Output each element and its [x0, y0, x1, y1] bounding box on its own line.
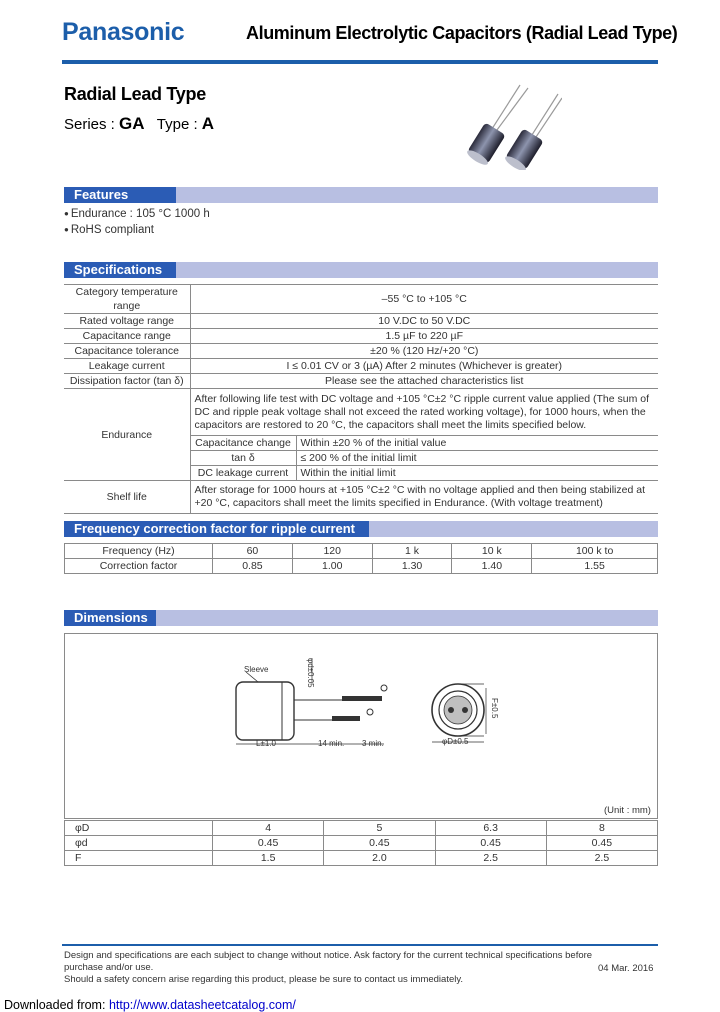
- body-dia-label: φD±0.5: [442, 737, 469, 746]
- specifications-table: [64, 284, 658, 514]
- table-row: [65, 821, 658, 836]
- table-row: [64, 359, 658, 374]
- lead-length-label: 14 min.: [318, 739, 345, 748]
- dim-label: F: [65, 851, 213, 866]
- correction-value: 1.40: [452, 559, 532, 574]
- dim-value: 0.45: [435, 836, 546, 851]
- frequency-value: 100 k to: [532, 544, 658, 559]
- correction-value: 1.30: [372, 559, 452, 574]
- feature-item: ● RoHS compliant: [64, 222, 210, 238]
- type-label: Type :: [156, 116, 198, 133]
- dim-value: 2.5: [435, 851, 546, 866]
- download-label: Downloaded from:: [4, 998, 106, 1012]
- dimensions-section-bar: [64, 610, 658, 626]
- table-row: [64, 389, 658, 436]
- frequency-title: Frequency correction factor for ripple current: [64, 521, 369, 537]
- footer-date: 04 Mar. 2016: [598, 963, 654, 974]
- spec-label: Capacitance range: [64, 329, 190, 344]
- spec-value: I ≤ 0.01 CV or 3 (µA) After 2 minutes (Whichever is greater): [190, 359, 658, 374]
- lead-length2-label: 3 min.: [362, 739, 384, 748]
- sleeve-label: Sleeve: [244, 665, 269, 674]
- footer-line: Design and specifications are each subject to change without notice. Ask factory for the current technical specifications before purchase and/or use.: [64, 950, 593, 973]
- series-type-line: [64, 114, 214, 134]
- table-row: [64, 374, 658, 389]
- table-row: [64, 344, 658, 359]
- spec-value: Please see the attached characteristics list: [190, 374, 658, 389]
- dim-value: 2.5: [546, 851, 657, 866]
- endurance-text: After following life test with DC voltage and +105 °C±2 °C ripple current value applied (The sum of DC and ripple peak voltage shall not exceed the rated working voltage), for 1000 hours, when the capacitors are restored to 20 °C, the capacitors shall meet the limits specified below.: [190, 389, 658, 436]
- correction-value: 1.00: [292, 559, 372, 574]
- endurance-item: tan δ: [190, 451, 296, 466]
- spec-value: 10 V.DC to 50 V.DC: [190, 314, 658, 329]
- dim-value: 2.0: [324, 851, 435, 866]
- endurance-item: DC leakage current: [190, 466, 296, 481]
- footer-disclaimer: [64, 950, 624, 986]
- spec-label: Rated voltage range: [64, 314, 190, 329]
- footer-divider: [62, 944, 658, 946]
- frequency-label: Frequency (Hz): [65, 544, 213, 559]
- product-heading: Radial Lead Type: [64, 84, 206, 104]
- capacitor-photo: [462, 80, 562, 170]
- type-value: A: [201, 114, 215, 133]
- series-value: GA: [119, 114, 145, 133]
- features-section-bar: [64, 187, 658, 203]
- header-divider: [62, 60, 658, 64]
- dim-value: 0.45: [546, 836, 657, 851]
- correction-value: 0.85: [213, 559, 293, 574]
- endurance-limit: Within ±20 % of the initial value: [296, 436, 658, 451]
- frequency-section-bar: [64, 521, 658, 537]
- length-label: L±1.0: [256, 739, 276, 748]
- dim-value: 6.3: [435, 821, 546, 836]
- dim-value: 8: [546, 821, 657, 836]
- shelf-life-label: Shelf life: [64, 481, 190, 514]
- frequency-value: 60: [213, 544, 293, 559]
- frequency-table: [64, 543, 658, 574]
- series-label: Series :: [64, 116, 115, 133]
- spec-value: ±20 % (120 Hz/+20 °C): [190, 344, 658, 359]
- brand-logo: Panasonic: [62, 18, 185, 46]
- features-list: [64, 206, 210, 238]
- dim-value: 0.45: [324, 836, 435, 851]
- lead-dia-label: φd±0.05: [306, 658, 315, 688]
- shelf-life-text: After storage for 1000 hours at +105 °C±2 °C with no voltage applied and then being stabilized at +20 °C, capacitors shall meet the limits specified in Endurance. (With voltage treatment): [190, 481, 658, 514]
- table-row: [64, 481, 658, 514]
- table-row: [65, 851, 658, 866]
- feature-item: ● Endurance : 105 °C 1000 h: [64, 206, 210, 222]
- table-row: [65, 544, 658, 559]
- document-title: Aluminum Electrolytic Capacitors (Radial Lead Type): [246, 23, 678, 43]
- table-row: [64, 314, 658, 329]
- dimensions-table: [64, 820, 658, 866]
- endurance-label: Endurance: [64, 389, 190, 481]
- download-link[interactable]: http://www.datasheetcatalog.com/: [108, 998, 296, 1012]
- endurance-limit: ≤ 200 % of the initial limit: [296, 451, 658, 466]
- table-row: [64, 329, 658, 344]
- endurance-item: Capacitance change: [190, 436, 296, 451]
- spec-label: Capacitance tolerance: [64, 344, 190, 359]
- dim-value: 0.45: [213, 836, 324, 851]
- spec-label: Leakage current: [64, 359, 190, 374]
- table-row: [65, 836, 658, 851]
- correction-value: 1.55: [532, 559, 658, 574]
- table-row: [65, 559, 658, 574]
- pitch-label: F±0.5: [490, 698, 499, 719]
- features-title: Features: [64, 187, 176, 203]
- spec-label: Category temperature range: [64, 285, 190, 314]
- footer-line: Should a safety concern arise regarding this product, please be sure to contact us immediately.: [64, 974, 464, 985]
- endurance-limit: Within the initial limit: [296, 466, 658, 481]
- correction-label: Correction factor: [65, 559, 213, 574]
- dimension-drawing: [224, 648, 504, 752]
- spec-value: 1.5 µF to 220 µF: [190, 329, 658, 344]
- dimensions-title: Dimensions: [64, 610, 156, 626]
- frequency-value: 1 k: [372, 544, 452, 559]
- spec-label: Dissipation factor (tan δ): [64, 374, 190, 389]
- dim-value: 4: [213, 821, 324, 836]
- dim-label: φD: [65, 821, 213, 836]
- specifications-section-bar: [64, 262, 658, 278]
- frequency-value: 10 k: [452, 544, 532, 559]
- frequency-value: 120: [292, 544, 372, 559]
- dim-label: φd: [65, 836, 213, 851]
- dim-value: 5: [324, 821, 435, 836]
- unit-label: (Unit : mm): [604, 805, 651, 816]
- spec-value: –55 °C to +105 °C: [190, 285, 658, 314]
- table-row: [64, 285, 658, 314]
- download-source: [4, 998, 296, 1012]
- dim-value: 1.5: [213, 851, 324, 866]
- specifications-title: Specifications: [64, 262, 176, 278]
